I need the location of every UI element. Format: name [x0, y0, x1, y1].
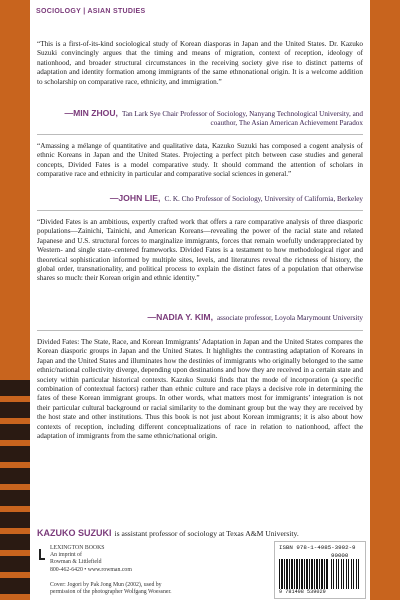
- endorser-affiliation-2: C. K. Cho Professor of Sociology, University of California, Berkeley: [164, 195, 363, 203]
- price-code: 90000: [331, 552, 349, 559]
- right-decorative-stripe: [370, 0, 400, 600]
- barcode-number: 9 781498 539029: [279, 589, 326, 595]
- isbn-barcode: [274, 541, 366, 599]
- publisher-parent: Rowman & Littlefield: [50, 559, 102, 566]
- endorsement-attribution-1: [37, 109, 363, 129]
- isbn-text: ISBN 978-1-4985-3902-9: [279, 544, 356, 551]
- endorser-name-3: —NADIA Y. KIM,: [147, 312, 213, 322]
- publisher-imprint-line: An imprint of: [50, 552, 82, 559]
- endorsement-attribution-2: [37, 194, 363, 204]
- author-name: KAZUKO SUZUKI: [37, 528, 112, 538]
- cover-content: [30, 0, 370, 600]
- series-label: SOCIOLOGY | ASIAN STUDIES: [36, 8, 146, 15]
- publisher-contact: 800-462-6420 • www.rowman.com: [50, 566, 132, 573]
- barcode-bars-main: [279, 559, 329, 589]
- left-bar-pattern: [0, 380, 30, 600]
- left-decorative-stripe: [0, 0, 30, 600]
- endorsement-quote-2: “Amassing a mélange of quantitative and qualitative data, Kazuko Suzuki has composed a cogent analysis of ethnic Koreans in Japan and the United States. Projecting a perfect pitch between case studies and general concepts, Divided Fates is a model comparative study. It should command the attention of scholars in comparative race and ethnicity in particular and comparative social sciences in general.”: [37, 142, 363, 179]
- publisher-name: LEXINGTON BOOKS: [50, 545, 105, 551]
- barcode-bars-addon: [331, 559, 361, 589]
- endorsement-quote-3: “Divided Fates is an ambitious, expertly crafted work that offers a rare comparative analysis of three diasporic populations—Zainichi, Tainichi, and American Koreans—revealing the power of the racial state and related Japanese and U.S. structural forces to marginalize immigrants, forces that remain woefully underappreciated by Western- and single state–centered frameworks. Divided Fates is a testament to how methodological rigor and theoretical sophistication informed by multiple sites, levels, and literatures reveal the richness of history, the global order, transnationality, and political process to explain the distinct fates of a population that otherwise shares so much: their Korean origin and ethnic identity.”: [37, 218, 363, 283]
- divider-3: [37, 330, 363, 331]
- divider-2: [37, 210, 363, 211]
- endorser-affiliation-1: Tan Lark Sye Chair Professor of Sociology, Nanyang Technological University, and coauthor, The Asian American Achievement Paradox: [121, 110, 363, 128]
- endorsement-quote-1: “This is a first-of-its-kind sociological study of Korean diasporas in Japan and the United States. Dr. Kazuko Suzuki convincingly argues that the timing and means of migration, context of reception, ideology of nationhood, and broader structural circumstances in the receiving society give rise to distinct patterns of adaptation and identity formation among immigrants of the same ethnonational origin. It is a welcome addition to scholarship on comparative race, ethnicity, and immigration.”: [37, 40, 363, 86]
- publisher-info: [50, 545, 132, 574]
- author-bio: [37, 528, 363, 538]
- cover-credit-line-2: permission of the photographer Wolfgang Woessner.: [50, 589, 172, 596]
- publisher-logo-icon: [37, 548, 47, 562]
- endorser-affiliation-3: associate professor, Loyola Marymount University: [216, 314, 363, 322]
- author-bio-text: is assistant professor of sociology at Texas A&M University.: [114, 529, 299, 538]
- endorsement-attribution-3: [37, 313, 363, 323]
- endorser-name-2: —JOHN LIE,: [109, 193, 161, 203]
- divider-1: [37, 134, 363, 135]
- cover-credit-line-1: Cover: Jogori by Pak Jong Mun (2002), used by: [50, 582, 162, 588]
- endorser-name-1: —MIN ZHOU,: [64, 108, 118, 118]
- cover-credit: [50, 582, 172, 596]
- book-description: Divided Fates: The State, Race, and Korean Immigrants’ Adaptation in Japan and the United States compares the Korean diasporic groups in Japan and the United States. It highlights the contrasting adaptation of Koreans in Japan and the United States and illuminates how the destinies of immigrants who originally belonged to the same ethnic/national collectivity diverge, depending upon destinations and how they are received in a certain state and society within particular historical contexts. Kazuko Suzuki finds that the mode of incorporation (a specific combination of contextual factors) rather than ethnic culture and race plays a decisive role in determining the fates of these Korean immigrant groups. In other words, what matters most for immigrants’ integration is not their particular cultural background or racial similarity to the dominant group but the way they are received by the host state and other institutions. Thus this book is not just about Korean immigrants; it is also about how contexts of reception, including different conceptualizations of race in relation to nationhood, affect the adaptation of immigrants from the same ethnic/national origin.: [37, 338, 363, 441]
